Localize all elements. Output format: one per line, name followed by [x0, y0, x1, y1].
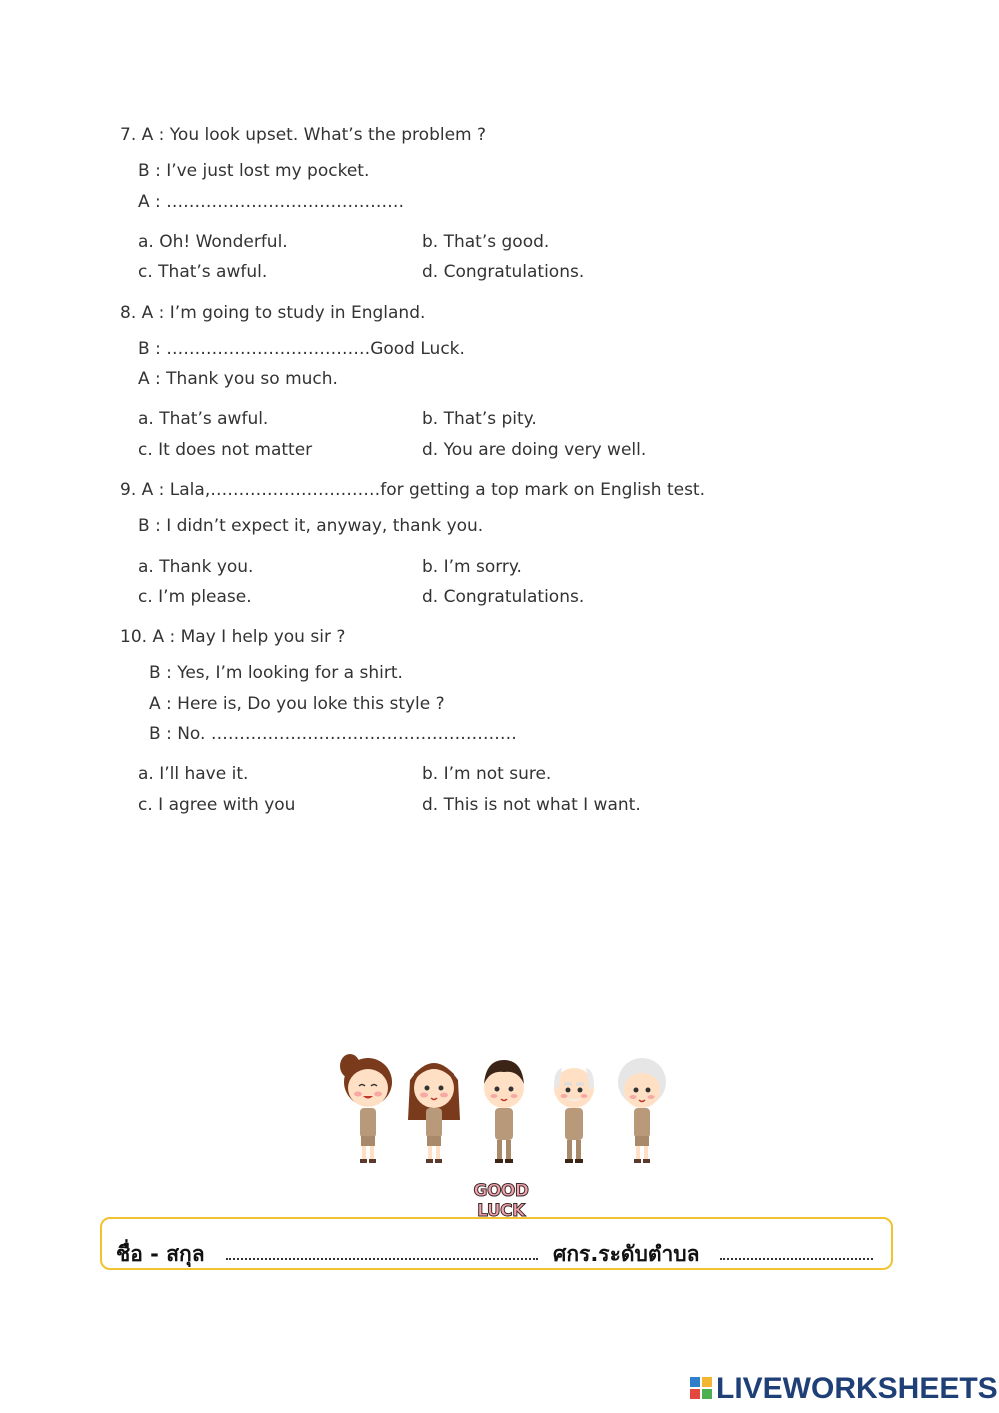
liveworksheets-logo-icon	[690, 1374, 714, 1404]
q7-option-d: d. Congratulations.	[422, 262, 585, 282]
good-luck-text: GOOD LUCK	[473, 1181, 529, 1221]
q8-line3: A : Thank you so much.	[138, 369, 338, 389]
q7-option-b: b. That’s good.	[422, 232, 550, 252]
q9-option-d: d. Congratulations.	[422, 587, 585, 607]
q9-option-c: c. I’m please.	[138, 587, 252, 607]
q8-line2: B : ………………………………Good Luck.	[138, 339, 465, 359]
q8-option-b: b. That’s pity.	[422, 409, 537, 429]
q8-option-a: a. That’s awful.	[138, 409, 269, 429]
name-answer-line[interactable]	[226, 1258, 538, 1260]
teachers-illustration	[330, 1050, 675, 1165]
q10-line2: B : Yes, I’m looking for a shirt.	[149, 663, 403, 683]
name-box	[100, 1217, 893, 1270]
q10-line4: B : No. ………………………………………………	[149, 724, 517, 744]
name-label: ชื่อ - สกุล	[116, 1242, 205, 1266]
district-answer-line[interactable]	[720, 1258, 873, 1260]
q10-line3: A : Here is, Do you loke this style ?	[149, 694, 445, 714]
q7-line3: A : ……………………………………	[138, 192, 405, 212]
q9-line1: 9. A : Lala,…………………………for getting a top mark on English test.	[120, 480, 705, 500]
q10-option-d: d. This is not what I want.	[422, 795, 641, 815]
teacher-old-man-figure	[540, 1050, 608, 1165]
q8-option-c: c. It does not matter	[138, 440, 313, 460]
q7-line2: B : I’ve just lost my pocket.	[138, 161, 370, 181]
teacher-boy-figure	[470, 1050, 538, 1165]
teacher-girl-ponytail-figure	[330, 1050, 398, 1165]
q9-line2: B : I didn’t expect it, anyway, thank you.	[138, 516, 484, 536]
district-label: ศกร.ระดับตำบล	[553, 1242, 700, 1266]
teacher-girl-long-hair-figure	[400, 1050, 468, 1165]
q10-option-a: a. I’ll have it.	[138, 764, 249, 784]
q10-line1: 10. A : May I help you sir ?	[120, 627, 346, 647]
q10-option-b: b. I’m not sure.	[422, 764, 552, 784]
q7-option-a: a. Oh! Wonderful.	[138, 232, 288, 252]
q8-option-d: d. You are doing very well.	[422, 440, 647, 460]
teacher-old-woman-figure	[608, 1050, 676, 1165]
q7-line1: 7. A : You look upset. What’s the problem ?	[120, 125, 487, 145]
q9-option-b: b. I’m sorry.	[422, 557, 522, 577]
q7-option-c: c. That’s awful.	[138, 262, 268, 282]
q10-option-c: c. I agree with you	[138, 795, 296, 815]
q8-line1: 8. A : I’m going to study in England.	[120, 303, 426, 323]
liveworksheets-logo-text: LIVEWORKSHEETS	[716, 1372, 998, 1405]
q9-option-a: a. Thank you.	[138, 557, 254, 577]
